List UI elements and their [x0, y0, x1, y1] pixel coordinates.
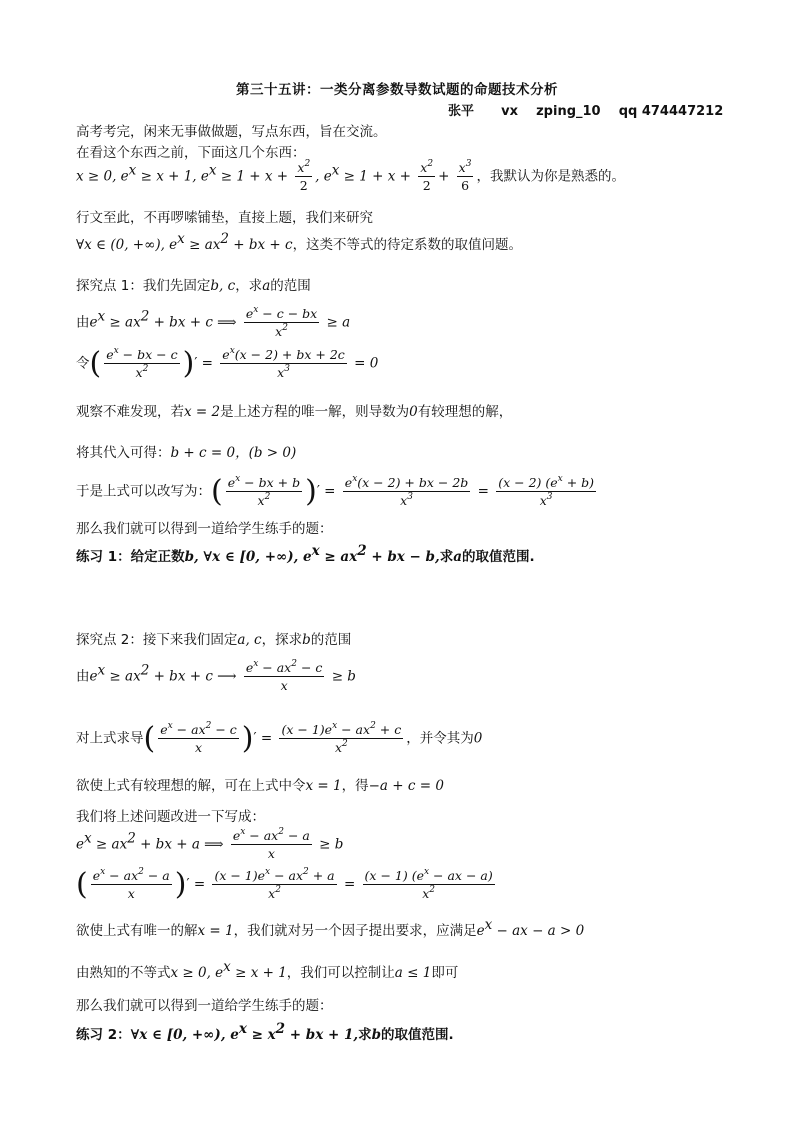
fraction: $\frac{e^x - ax^2 - c}{x}$ — [160, 721, 237, 755]
point-1-conclusion: 那么我们就可以得到一道给学生练手的题： — [76, 521, 333, 537]
point-2-condition: 欲使上式有较理想的解，可在上式中令x = 1，得−a + c = 0 — [76, 778, 444, 794]
point-1-derivative: 令( $\frac{e^x - bx - c}{x^2}$ )′ = $\frac{e^x(x - 2) + bx + 2c}{x^3}$ = 0 — [76, 345, 379, 381]
fraction: $\frac{e^x - ax^2 - c}{x}$ — [245, 659, 323, 693]
fraction: $\frac{e^x - ax^2 - a}{x}$ — [92, 867, 170, 901]
point-2-known-inequality: 由熟知的不等式x ≥ 0, $e^x \ge x + 1$，我们可以控制让a ≤ 1即可 — [76, 959, 459, 981]
problem-statement: ∀x ∈ (0, +∞), $e^x \ge ax^2$ + bx + c，这类不等式的待定系数的取值问题。 — [76, 231, 523, 253]
fraction: $\frac{(x - 2) (e^x + b)}{x^3}$ — [498, 474, 595, 508]
author-line: 张平 vx zping_10 qq 474447212 — [448, 104, 724, 119]
intro-line-1: 高考考完，闲来无事做做题，写点东西，旨在交流。 — [76, 124, 387, 140]
exercise-2: 练习 2：∀x ∈ [0, +∞), $e^x \ge x^2$ + bx + 1,求b的取值范围. — [76, 1021, 454, 1043]
point-2-improve: 我们将上述问题改进一下写成： — [76, 809, 265, 825]
point-2-heading: 探究点 2：接下来我们固定a, c，探求b的范围 — [76, 632, 352, 648]
point-1-substitution: 将其代入可得：b + c = 0，(b > 0) — [76, 445, 297, 461]
point-1-rewrite: 于是上式可以改写为：( $\frac{e^x - bx + b}{x^2}$ )′ = $\frac{e^x(x - 2) + bx - 2b}{x^3}$ = $\frac{(x - 2) (e^x + b)}{x^3}$ — [76, 473, 595, 509]
point-2-rewrite-1: $e^x \ge ax^2$ + bx + a ⟹ $\frac{e^x - ax^2 - a}{x}$ ≥ b — [76, 827, 344, 861]
exercise-1: 练习 1：给定正数b, ∀x ∈ [0, +∞), $e^x \ge ax^2$ + bx − b,求a的取值范围. — [76, 543, 535, 565]
transition-line: 行文至此，不再啰嗦铺垫，直接上题，我们来研究 — [76, 210, 373, 226]
point-2-conclusion: 那么我们就可以得到一道给学生练手的题： — [76, 998, 333, 1014]
fraction: $\frac{(x - 1)e^x - ax^2 + a}{x^2}$ — [214, 867, 335, 901]
fraction: $\frac{e^x - bx - c}{x^2}$ — [106, 346, 178, 380]
point-1-derivation: 由$e^x \ge ax^2$ + bx + c ⟹ $\frac{e^x - c - bx}{x^2}$ ≥ a — [76, 305, 351, 339]
fraction: $\frac{e^x - c - bx}{x^2}$ — [245, 305, 318, 339]
intro-line-2: 在看这个东西之前，下面这几个东西： — [76, 145, 306, 161]
point-2-rewrite-2: ( $\frac{e^x - ax^2 - a}{x}$ )′ = $\frac{(x - 1)e^x - ax^2 + a}{x^2}$ = $\frac{(x - 1) (e^x - ax - a)}{x^2}$ — [76, 866, 493, 902]
fraction: $\frac{x^2}{2}$ — [420, 159, 434, 193]
fraction: $\frac{e^x(x - 2) + bx + 2c}{x^3}$ — [222, 346, 345, 380]
known-inequalities: x ≥ 0, $e^x \ge x + 1$, $e^x \ge 1 + x$ + $\frac{x^2}{2}$ , $e^x \ge 1 + x$ + $\frac{x^2}{2}$ + $\frac{x^3}{6}$ ，我默认为你是熟悉的。 — [76, 159, 625, 193]
fraction: $\frac{e^x(x - 2) + bx - 2b}{x^3}$ — [344, 474, 469, 508]
point-2-derivation: 由$e^x \ge ax^2$ + bx + c ⟶ $\frac{e^x - ax^2 - c}{x}$ ≥ b — [76, 659, 356, 693]
fraction: $\frac{x^2}{2}$ — [297, 159, 311, 193]
point-1-observation: 观察不难发现，若x = 2是上述方程的唯一解，则导数为0有较理想的解， — [76, 404, 513, 420]
fraction: $\frac{e^x - bx + b}{x^2}$ — [227, 474, 301, 508]
fraction: $\frac{e^x - ax^2 - a}{x}$ — [232, 827, 310, 861]
fraction: $\frac{x^3}{6}$ — [458, 159, 472, 193]
point-1-heading: 探究点 1：我们先固定b, c，求a的范围 — [76, 278, 311, 294]
page-title: 第三十五讲：一类分离参数导数试题的命题技术分析 — [236, 82, 558, 98]
fraction: $\frac{(x - 1) (e^x - ax - a)}{x^2}$ — [364, 867, 493, 901]
point-2-derivative: 对上式求导( $\frac{e^x - ax^2 - c}{x}$ )′ = $\frac{(x - 1)e^x - ax^2 + c}{x^2}$ ，并令其为0 — [76, 720, 483, 756]
point-2-uniqueness: 欲使上式有唯一的解x = 1，我们就对另一个因子提出要求，应满足$e^x$ − ax − a > 0 — [76, 917, 585, 939]
fraction: $\frac{(x - 1)e^x - ax^2 + c}{x^2}$ — [281, 721, 402, 755]
